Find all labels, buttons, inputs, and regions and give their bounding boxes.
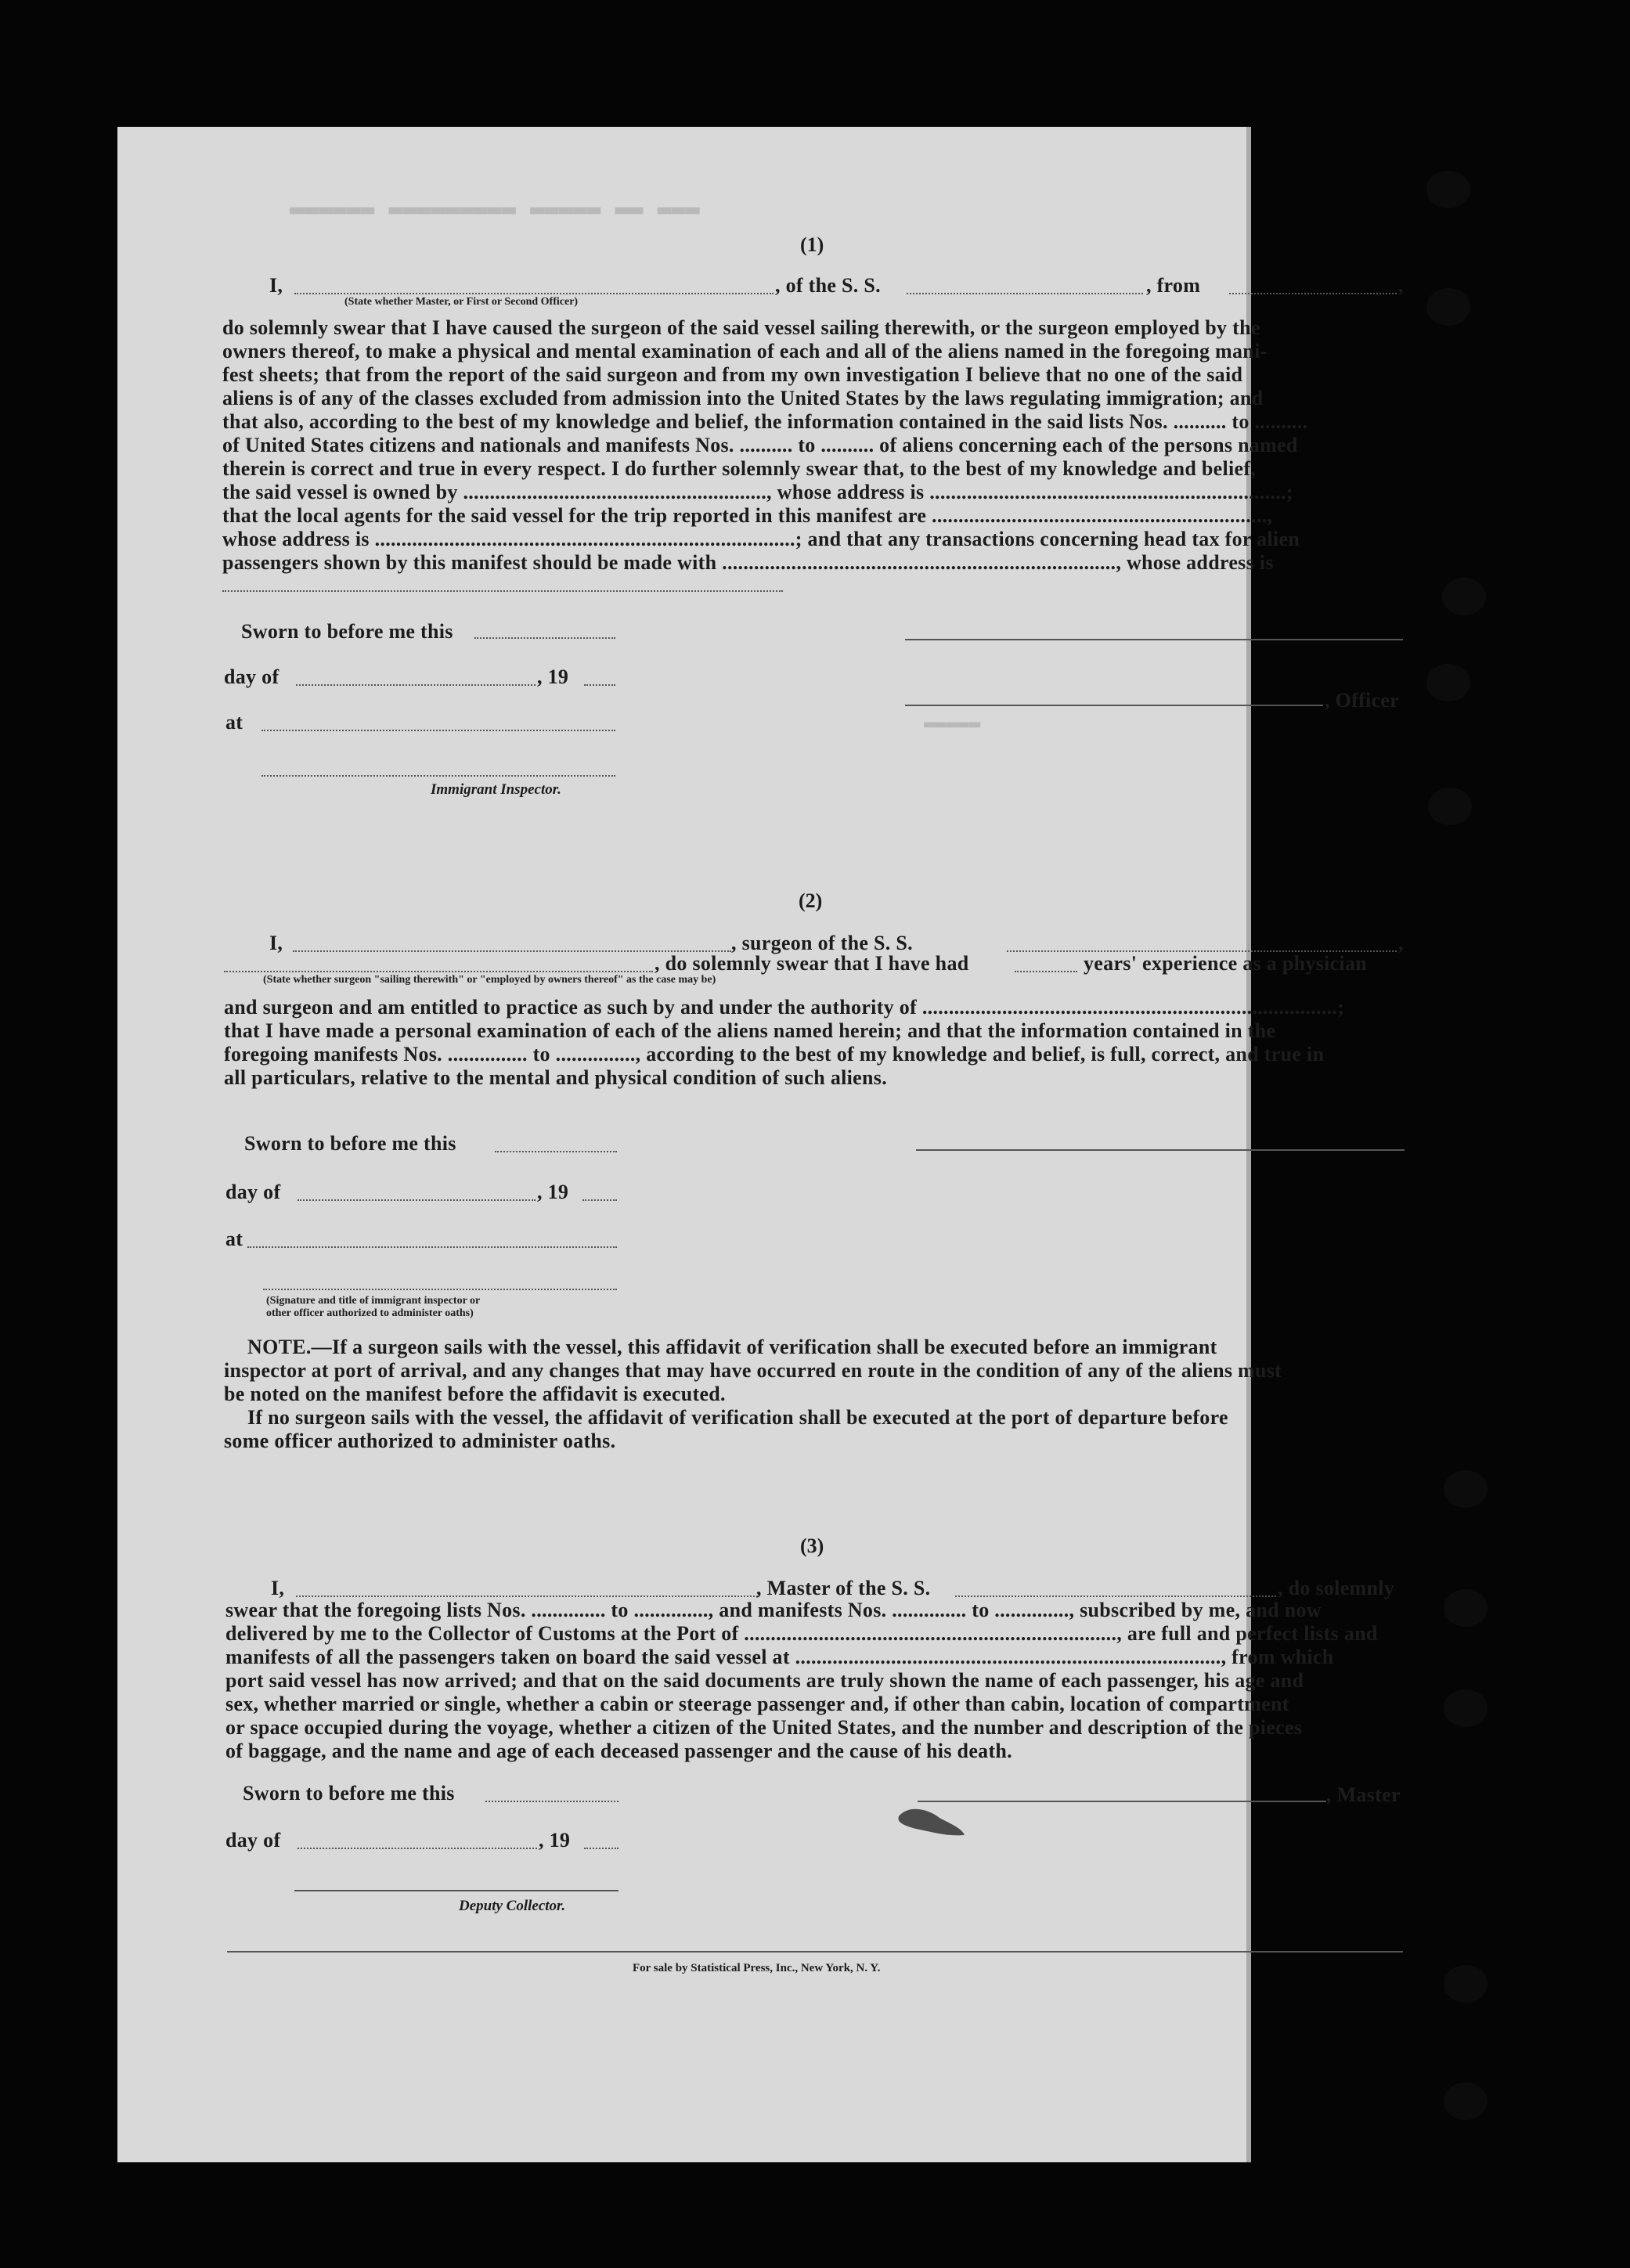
section-1-number: (1) bbox=[800, 233, 824, 256]
note-line: If no surgeon sails with the vessel, the affidavit of verification shall be executed at the port of departure before bbox=[247, 1406, 1228, 1429]
month-field bbox=[296, 684, 536, 686]
origin-field bbox=[1229, 293, 1397, 294]
collector-signature-line bbox=[294, 1890, 618, 1891]
master-signature-line bbox=[918, 1801, 1326, 1802]
year-field bbox=[584, 1848, 618, 1849]
address-continuation-field bbox=[222, 590, 783, 592]
officer-hint: (State whether Master, or First or Second Officer) bbox=[344, 296, 579, 308]
of-the-ss-label: , of the S. S. bbox=[775, 274, 881, 297]
year-label: , 19 bbox=[539, 1829, 571, 1852]
punch-hole bbox=[1444, 2082, 1488, 2120]
sworn-day-field bbox=[474, 637, 615, 639]
officer-signature-line-2 bbox=[905, 705, 1323, 706]
vessel-name-field bbox=[907, 293, 1143, 294]
month-field bbox=[298, 1848, 537, 1849]
comma-end: , bbox=[1398, 932, 1404, 954]
inspector-signature-field bbox=[261, 775, 615, 777]
day-of-label: day of bbox=[224, 665, 279, 688]
body-line: owners thereof, to make a physical and mental examination of each and all of the aliens named in the foregoing mani- bbox=[222, 340, 1268, 362]
master-name-field bbox=[296, 1596, 758, 1597]
show-through-text: ▬▬▬▬▬ bbox=[924, 712, 981, 734]
body-line: whose address is ...............................................................................; and that any transactions concerning head tax for alien bbox=[222, 528, 1300, 550]
oath-prefix: I, bbox=[271, 1577, 285, 1599]
punch-hole bbox=[1428, 788, 1472, 825]
swear-had-label: , do solemnly swear that I have had bbox=[655, 952, 969, 975]
body-line: or space occupied during the voyage, whether a citizen of the United States, and the number and description of the pieces bbox=[225, 1716, 1303, 1739]
at-place-field bbox=[247, 1246, 617, 1248]
vessel-name-field bbox=[955, 1596, 1276, 1597]
footer-rule bbox=[227, 1951, 1403, 1952]
year-label: , 19 bbox=[537, 1181, 569, 1203]
body-line: swear that the foregoing lists Nos. .............. to .............., and manifests Nos. .............. to .............., subscribed by me, and now bbox=[225, 1599, 1322, 1621]
surgeon-hint: (State whether surgeon "sailing therewith" or "employed by owners thereof" as the case may be) bbox=[263, 974, 716, 986]
body-line: aliens is of any of the classes excluded from admission into the United States by the laws regulating immigration; and bbox=[222, 387, 1264, 409]
sworn-day-field bbox=[495, 1151, 617, 1152]
collector-title: Deputy Collector. bbox=[459, 1898, 566, 1914]
do-solemnly-label: , do solemnly bbox=[1278, 1577, 1395, 1599]
body-line: foregoing manifests Nos. ............... to ..............., according to the best of my knowledge and belief, is full, correct, and true in bbox=[224, 1043, 1325, 1065]
day-of-label: day of bbox=[225, 1829, 281, 1852]
body-line: port said vessel has now arrived; and that on the said documents are truly shown the name of each passenger, his age and bbox=[225, 1669, 1304, 1692]
body-line: and surgeon and am entitled to practice as such by and under the authority of ..............................................................................; bbox=[224, 996, 1345, 1019]
years-label: years' experience as a physician bbox=[1084, 952, 1368, 975]
punch-hole bbox=[1426, 288, 1470, 326]
signature-hint: (Signature and title of immigrant inspector or bbox=[266, 1295, 481, 1307]
note-line: be noted on the manifest before the affidavit is executed. bbox=[224, 1383, 726, 1405]
sworn-label: Sworn to before me this bbox=[241, 620, 453, 643]
comma-end: , bbox=[1398, 274, 1404, 297]
note-line: some officer authorized to administer oaths. bbox=[224, 1430, 616, 1452]
year-field bbox=[582, 1199, 617, 1201]
punch-hole bbox=[1426, 171, 1470, 208]
surgeon-signature-line bbox=[916, 1149, 1405, 1151]
at-label: at bbox=[225, 1228, 243, 1250]
body-line: manifests of all the passengers taken on board the said vessel at ................................................................................, from which bbox=[225, 1646, 1334, 1668]
month-field bbox=[298, 1199, 536, 1201]
punch-hole bbox=[1442, 578, 1486, 615]
at-label: at bbox=[225, 711, 243, 734]
oath-prefix: I, bbox=[269, 274, 283, 297]
punch-hole bbox=[1444, 1470, 1488, 1508]
at-place-field bbox=[261, 730, 615, 731]
officer-name-field bbox=[294, 293, 774, 294]
from-label: , from bbox=[1146, 274, 1201, 297]
master-of-label: , Master of the S. S. bbox=[756, 1577, 931, 1599]
body-line: of United States citizens and nationals and manifests Nos. .......... to .......... of aliens concerning each of the persons named bbox=[222, 434, 1298, 456]
surgeon-of-label: , surgeon of the S. S. bbox=[731, 932, 913, 954]
sworn-day-field bbox=[485, 1801, 618, 1802]
punch-hole bbox=[1426, 664, 1470, 701]
signature-hint: other officer authorized to administer oaths) bbox=[266, 1307, 474, 1319]
punch-hole bbox=[1444, 1689, 1488, 1727]
body-line: the said vessel is owned by ........................................................., whose address is ...................................................................; bbox=[222, 481, 1293, 503]
sworn-label: Sworn to before me this bbox=[243, 1782, 455, 1805]
note-line: NOTE.—If a surgeon sails with the vessel, this affidavit of verification shall be executed before an immigrant bbox=[247, 1336, 1217, 1358]
show-through-text: ▬▬▬ ▬▬ ▬▬▬▬▬ ▬▬▬▬▬▬▬▬▬ ▬▬▬▬▬▬ bbox=[290, 196, 700, 223]
body-line: sex, whether married or single, whether a cabin or steerage passenger and, if other than cabin, location of compartment bbox=[225, 1693, 1289, 1715]
punch-hole bbox=[1444, 1965, 1488, 2003]
inspector-signature-field bbox=[263, 1289, 617, 1290]
year-label: , 19 bbox=[537, 665, 569, 688]
year-field bbox=[584, 684, 615, 686]
body-line: that the local agents for the said vessel for the trip reported in this manifest are ..............................................................., bbox=[222, 504, 1273, 527]
officer-label: , Officer bbox=[1325, 689, 1400, 712]
body-line: of baggage, and the name and age of each deceased passenger and the cause of his death. bbox=[225, 1740, 1012, 1762]
surgeon-status-field bbox=[224, 971, 653, 972]
body-line: therein is correct and true in every respect. I do further solemnly swear that, to the best of my knowledge and belief, bbox=[222, 457, 1257, 480]
body-line: passengers shown by this manifest should be made with .........................................................................., whose address is bbox=[222, 551, 1274, 574]
officer-signature-line bbox=[905, 639, 1403, 640]
section-3-number: (3) bbox=[800, 1534, 824, 1557]
master-label: , Master bbox=[1326, 1783, 1401, 1806]
section-2-number: (2) bbox=[799, 889, 823, 912]
day-of-label: day of bbox=[225, 1181, 281, 1203]
body-line: fest sheets; that from the report of the said surgeon and from my own investigation I believe that no one of the said bbox=[222, 363, 1243, 386]
ink-smudge bbox=[893, 1801, 971, 1840]
years-field bbox=[1015, 971, 1077, 972]
body-line: that I have made a personal examination of each of the aliens named herein; and that the information contained in the bbox=[224, 1019, 1276, 1042]
oath-prefix: I, bbox=[269, 932, 283, 954]
sworn-label: Sworn to before me this bbox=[244, 1132, 456, 1155]
inspector-title: Immigrant Inspector. bbox=[431, 781, 561, 798]
body-line: delivered by me to the Collector of Customs at the Port of ......................................................................, are full and perfect lists and bbox=[225, 1622, 1378, 1645]
printer-imprint: For sale by Statistical Press, Inc., New York, N. Y. bbox=[633, 1962, 881, 1974]
body-line: that also, according to the best of my knowledge and belief, the information contained in the said lists Nos. .......... to .......... bbox=[222, 410, 1308, 433]
body-line: do solemnly swear that I have caused the surgeon of the said vessel sailing therewith, or the surgeon employed by the bbox=[222, 316, 1260, 339]
note-line: inspector at port of arrival, and any changes that may have occurred en route in the condition of any of the aliens must bbox=[224, 1359, 1282, 1382]
body-line: all particulars, relative to the mental and physical condition of such aliens. bbox=[224, 1066, 887, 1089]
punch-hole bbox=[1444, 1589, 1488, 1627]
